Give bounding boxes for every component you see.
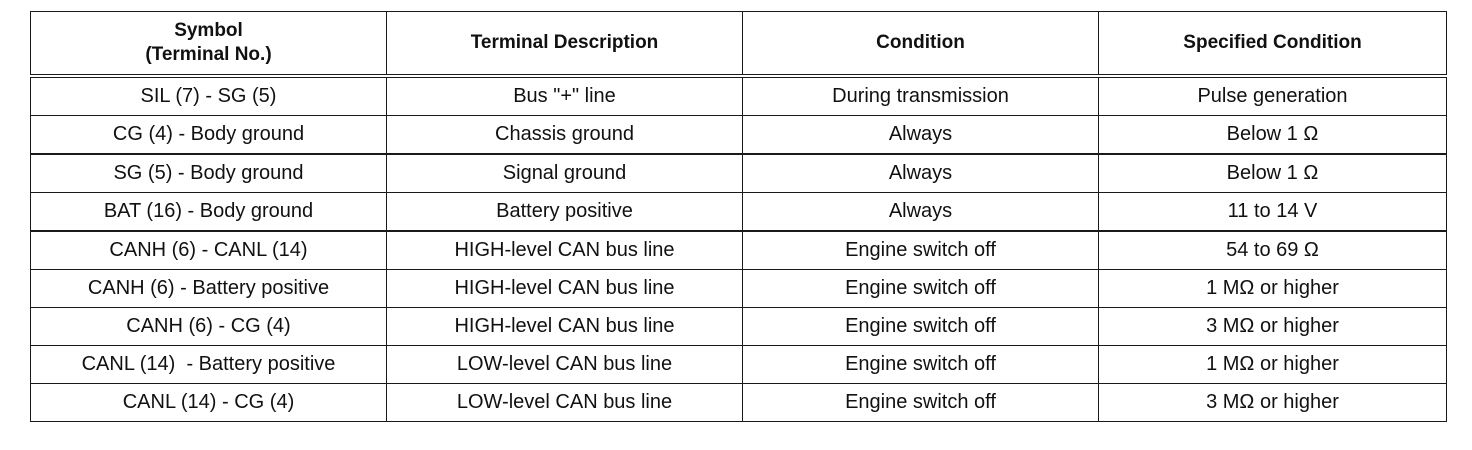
cell-condition: Engine switch off xyxy=(743,231,1099,270)
cell-condition: Engine switch off xyxy=(743,270,1099,308)
cell-symbol: SG (5) - Body ground xyxy=(31,154,387,193)
table-row xyxy=(31,154,1447,193)
cell-specified: Pulse generation xyxy=(1099,76,1447,116)
terminal-spec-table xyxy=(30,11,1447,422)
header-row xyxy=(31,12,1447,77)
cell-condition: Engine switch off xyxy=(743,384,1099,422)
cell-specified: 1 MΩ or higher xyxy=(1099,270,1447,308)
cell-condition: Always xyxy=(743,193,1099,232)
cell-specified: 3 MΩ or higher xyxy=(1099,308,1447,346)
cell-description: Signal ground xyxy=(387,154,743,193)
cell-specified: Below 1 Ω xyxy=(1099,154,1447,193)
header-symbol-line1: Symbol xyxy=(174,20,243,41)
table-row xyxy=(31,193,1447,232)
cell-symbol: CANL (14) - CG (4) xyxy=(31,384,387,422)
cell-symbol: CANH (6) - CG (4) xyxy=(31,308,387,346)
cell-condition: Engine switch off xyxy=(743,308,1099,346)
table-row xyxy=(31,346,1447,384)
header-terminal-description: Terminal Description xyxy=(387,12,743,77)
cell-specified: 11 to 14 V xyxy=(1099,193,1447,232)
cell-symbol: SIL (7) - SG (5) xyxy=(31,76,387,116)
cell-specified: 1 MΩ or higher xyxy=(1099,346,1447,384)
table-row xyxy=(31,116,1447,155)
header-symbol xyxy=(31,12,387,77)
table-row xyxy=(31,384,1447,422)
table-body xyxy=(31,76,1447,422)
cell-symbol: CG (4) - Body ground xyxy=(31,116,387,155)
table-row xyxy=(31,308,1447,346)
cell-symbol: CANH (6) - CANL (14) xyxy=(31,231,387,270)
cell-symbol: BAT (16) - Body ground xyxy=(31,193,387,232)
cell-symbol: CANH (6) - Battery positive xyxy=(31,270,387,308)
table-row xyxy=(31,231,1447,270)
cell-specified: 54 to 69 Ω xyxy=(1099,231,1447,270)
cell-condition: During transmission xyxy=(743,76,1099,116)
cell-condition: Always xyxy=(743,116,1099,155)
cell-description: HIGH-level CAN bus line xyxy=(387,308,743,346)
table-header xyxy=(31,12,1447,77)
cell-description: Battery positive xyxy=(387,193,743,232)
header-condition: Condition xyxy=(743,12,1099,77)
cell-specified: Below 1 Ω xyxy=(1099,116,1447,155)
header-specified-condition: Specified Condition xyxy=(1099,12,1447,77)
table-row xyxy=(31,76,1447,116)
cell-description: Bus "+" line xyxy=(387,76,743,116)
header-symbol-line2: (Terminal No.) xyxy=(145,44,272,65)
cell-description: Chassis ground xyxy=(387,116,743,155)
cell-symbol: CANL (14) - Battery positive xyxy=(31,346,387,384)
cell-condition: Engine switch off xyxy=(743,346,1099,384)
cell-description: HIGH-level CAN bus line xyxy=(387,231,743,270)
cell-description: LOW-level CAN bus line xyxy=(387,346,743,384)
table-row xyxy=(31,270,1447,308)
cell-description: LOW-level CAN bus line xyxy=(387,384,743,422)
cell-specified: 3 MΩ or higher xyxy=(1099,384,1447,422)
cell-condition: Always xyxy=(743,154,1099,193)
cell-description: HIGH-level CAN bus line xyxy=(387,270,743,308)
